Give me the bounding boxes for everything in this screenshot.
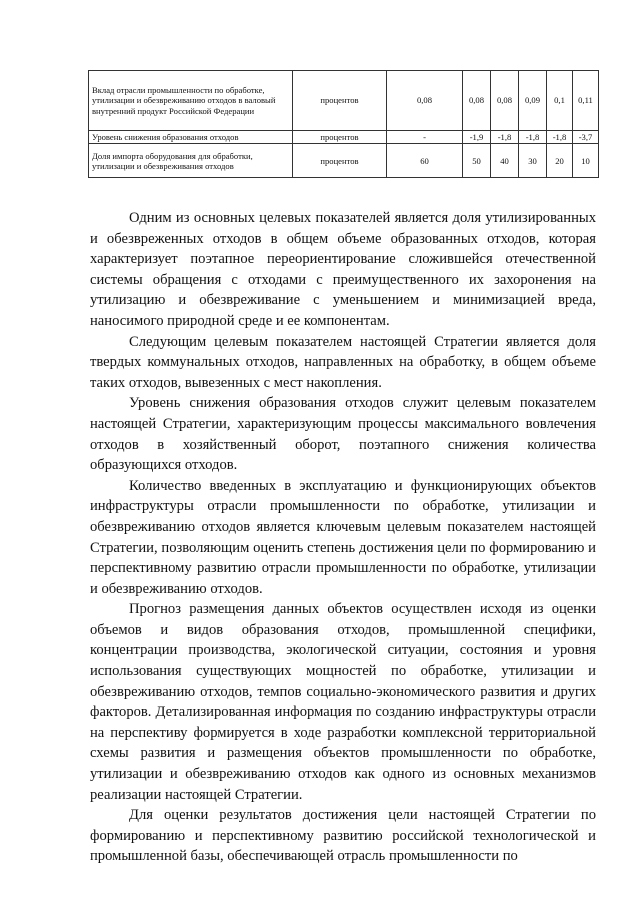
indicator-value: 0,09: [519, 71, 547, 131]
indicator-unit: процентов: [293, 144, 387, 178]
indicator-value: 0,08: [491, 71, 519, 131]
paragraph: Количество введенных в эксплуатацию и функционирующих объектов инфраструктуры отрасли промышленности по обработке, утилизации и обезвреживанию отходов является ключевым целевым показателем настоящей Стратегии, позволяющим оценить степень достижения цели по формированию и перспективному развитию отрасли промышленности по обработке, утилизации и обезвреживанию отходов.: [90, 477, 596, 597]
indicator-value: -1,8: [491, 131, 519, 144]
indicator-value: 50: [463, 144, 491, 178]
body-text: [90, 208, 596, 867]
table-row: [89, 131, 599, 144]
indicator-value: -: [387, 131, 463, 144]
indicator-value: 10: [573, 144, 599, 178]
indicator-value: 30: [519, 144, 547, 178]
paragraph: Следующим целевым показателем настоящей Стратегии является доля твердых коммунальных отходов, направленных на обработку, в общем объеме таких отходов, вывезенных с мест накопления.: [90, 333, 596, 391]
indicator-value: 60: [387, 144, 463, 178]
indicator-value: -3,7: [573, 131, 599, 144]
indicator-value: 0,08: [463, 71, 491, 131]
indicator-unit: процентов: [293, 131, 387, 144]
paragraph: Одним из основных целевых показателей является доля утилизированных и обезвреженных отходов в общем объеме образованных отходов, которая характеризует поэтапное переориентирование сложившейся отечественной системы обращения с отходами с преимущественного их захоронения на утилизацию и обезвреживание с уменьшением и минимизацией вреда, наносимого природной среде и ее компонентам.: [90, 210, 596, 329]
indicator-value: 20: [547, 144, 573, 178]
indicator-value: -1,9: [463, 131, 491, 144]
indicator-value: 0,11: [573, 71, 599, 131]
table-row: [89, 71, 599, 131]
indicator-value: 0,1: [547, 71, 573, 131]
paragraph: Уровень снижения образования отходов служит целевым показателем настоящей Стратегии, характеризующим процессы максимального вовлечения отходов в хозяйственный оборот, поэтапного снижения количества образующихся отходов.: [90, 395, 596, 474]
indicator-unit: процентов: [293, 71, 387, 131]
indicator-name: Доля импорта оборудования для обработки, утилизации и обезвреживания отходов: [89, 144, 293, 178]
indicator-name: Вклад отрасли промышленности по обработке, утилизации и обезвреживанию отходов в валовый внутренний продукт Российской Федерации: [89, 71, 293, 131]
table-row: [89, 144, 599, 178]
paragraph: Прогноз размещения данных объектов осуществлен исходя из оценки объемов и видов образования отходов, промышленной специфики, концентрации производства, экологической ситуации, состояния и уровня использования существующих мощностей по обработке, утилизации и обезвреживанию отходов, темпов социально-экономического развития и других факторов. Детализированная информация по созданию инфраструктуры отрасли на перспективу формируется в ходе разработки комплексной территориальной схемы развития и размещения объектов промышленности по обработке, утилизации и обезвреживанию отходов как одного из основных механизмов реализации настоящей Стратегии.: [90, 601, 596, 803]
indicator-value: -1,8: [547, 131, 573, 144]
indicators-table: [88, 70, 599, 178]
indicator-value: 40: [491, 144, 519, 178]
indicator-value: -1,8: [519, 131, 547, 144]
indicator-value: 0,08: [387, 71, 463, 131]
paragraph: Для оценки результатов достижения цели настоящей Стратегии по формированию и перспективному развитию российской технологической и промышленной базы, обеспечивающей отрасль промышленности по: [90, 807, 596, 865]
indicator-name: Уровень снижения образования отходов: [89, 131, 293, 144]
